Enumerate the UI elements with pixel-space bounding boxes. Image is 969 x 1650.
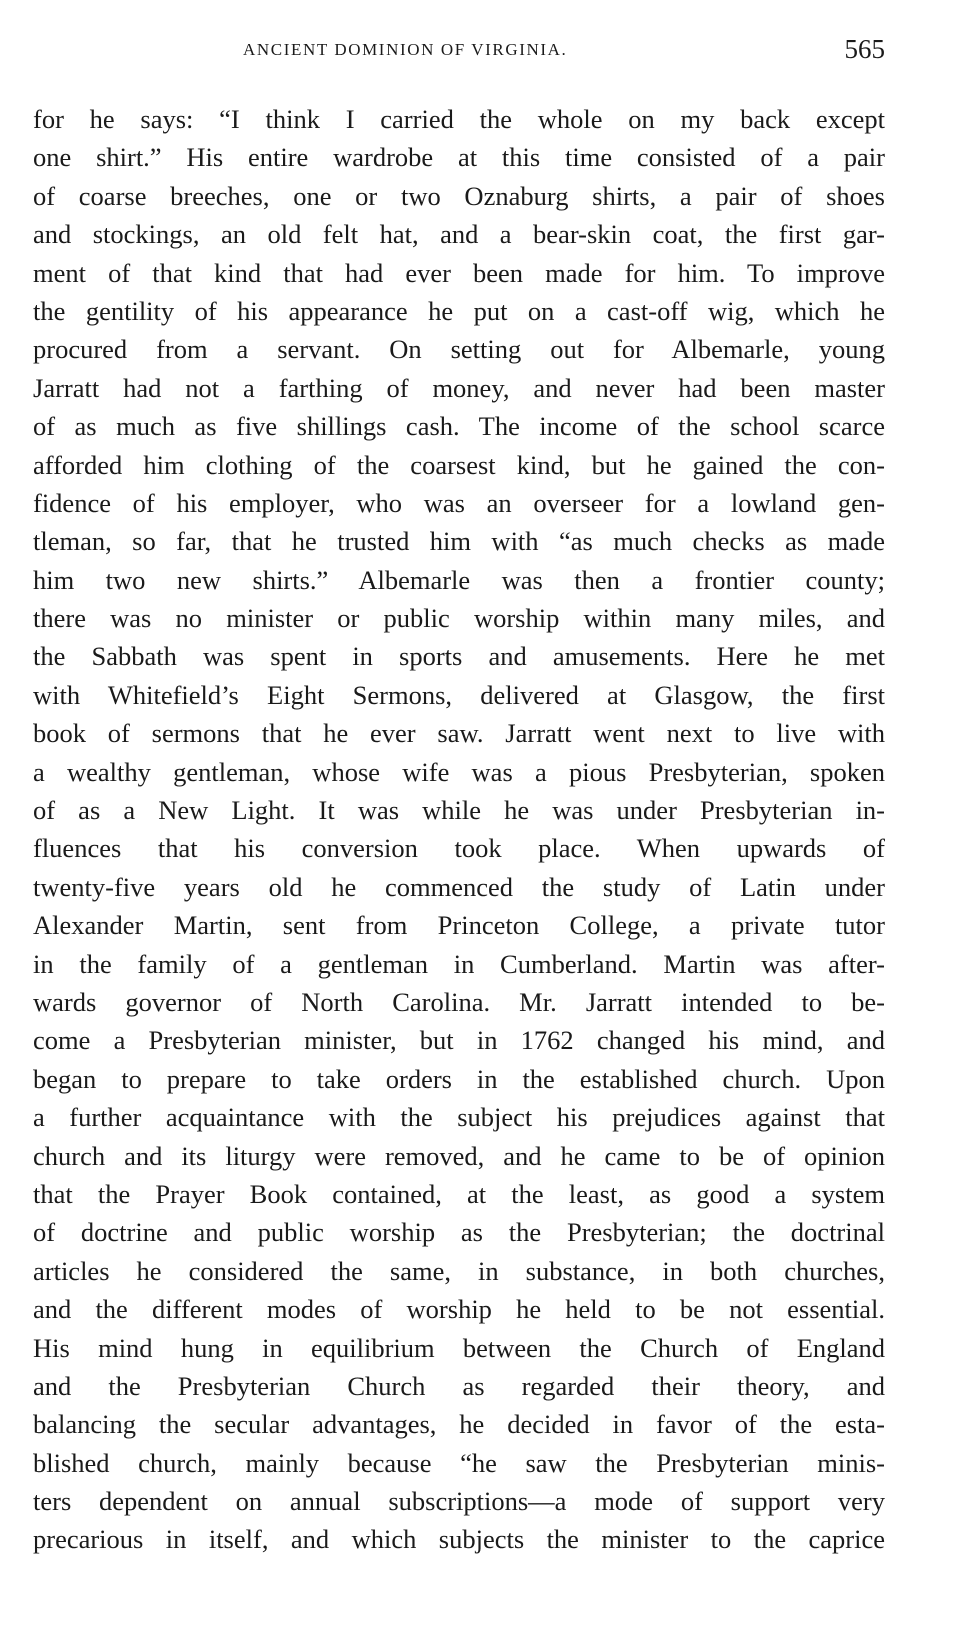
text-line: twenty-five years old he commenced the study of Latin under <box>33 871 885 902</box>
text-line: of as much as five shillings cash. The income of the school scarce <box>33 411 885 442</box>
text-line: of doctrine and public worship as the Presbyterian; the doctrinal <box>33 1217 885 1248</box>
text-line: wards governor of North Carolina. Mr. Jarratt intended to be- <box>33 986 885 1017</box>
text-line: blished church, mainly because “he saw the Presbyterian minis- <box>33 1447 885 1478</box>
text-line: began to prepare to take orders in the established church. Upon <box>33 1063 885 1094</box>
text-line: a further acquaintance with the subject his prejudices against that <box>33 1102 885 1133</box>
running-head <box>33 34 885 74</box>
text-line: with Whitefield’s Eight Sermons, delivered at Glasgow, the first <box>33 679 885 710</box>
text-line: and the Presbyterian Church as regarded their theory, and <box>33 1370 885 1401</box>
text-line: ment of that kind that had ever been made for him. To improve <box>33 257 885 288</box>
running-title: ANCIENT DOMINION OF VIRGINIA. <box>243 40 568 59</box>
page-number: 565 <box>844 34 885 64</box>
text-line: Jarratt had not a farthing of money, and never had been master <box>33 372 885 403</box>
text-line: and stockings, an old felt hat, and a bear-skin coat, the first gar- <box>33 219 885 250</box>
text-line: articles he considered the same, in substance, in both churches, <box>33 1255 885 1286</box>
text-line: in the family of a gentleman in Cumberland. Martin was after- <box>33 948 885 979</box>
body-text <box>33 100 885 1559</box>
document-page <box>33 0 885 1650</box>
text-line: the gentility of his appearance he put on a cast-off wig, which he <box>33 295 885 326</box>
text-line: His mind hung in equilibrium between the Church of England <box>33 1332 885 1363</box>
text-line: tleman, so far, that he trusted him with “as much checks as made <box>33 526 885 557</box>
text-line: for he says: “I think I carried the whole on my back except <box>33 104 885 134</box>
text-line: one shirt.” His entire wardrobe at this time consisted of a pair <box>33 142 885 173</box>
text-line: procured from a servant. On setting out for Albemarle, young <box>33 334 885 365</box>
text-line: of coarse breeches, one or two Oznaburg shirts, a pair of shoes <box>33 180 885 211</box>
text-line: balancing the secular advantages, he decided in favor of the esta- <box>33 1409 885 1440</box>
text-line: fidence of his employer, who was an overseer for a lowland gen- <box>33 487 885 518</box>
text-line: the Sabbath was spent in sports and amusements. Here he met <box>33 641 885 672</box>
text-line: there was no minister or public worship within many miles, and <box>33 603 885 634</box>
text-line: of as a New Light. It was while he was under Presbyterian in- <box>33 795 885 826</box>
text-line: and the different modes of worship he held to be not essential. <box>33 1294 885 1325</box>
text-line: ters dependent on annual subscriptions—a mode of support very <box>33 1486 885 1517</box>
text-line: church and its liturgy were removed, and he came to be of opinion <box>33 1140 885 1171</box>
text-line: that the Prayer Book contained, at the least, as good a system <box>33 1178 885 1209</box>
text-line: him two new shirts.” Albemarle was then a frontier county; <box>33 564 885 595</box>
text-line: a wealthy gentleman, whose wife was a pious Presbyterian, spoken <box>33 756 885 787</box>
text-line: Alexander Martin, sent from Princeton College, a private tutor <box>33 910 885 941</box>
text-line: come a Presbyterian minister, but in 1762 changed his mind, and <box>33 1025 885 1056</box>
text-line: fluences that his conversion took place. When upwards of <box>33 833 885 864</box>
text-line: book of sermons that he ever saw. Jarratt went next to live with <box>33 718 885 749</box>
text-line: precarious in itself, and which subjects the minister to the caprice <box>33 1524 885 1555</box>
text-line: afforded him clothing of the coarsest kind, but he gained the con- <box>33 449 885 480</box>
